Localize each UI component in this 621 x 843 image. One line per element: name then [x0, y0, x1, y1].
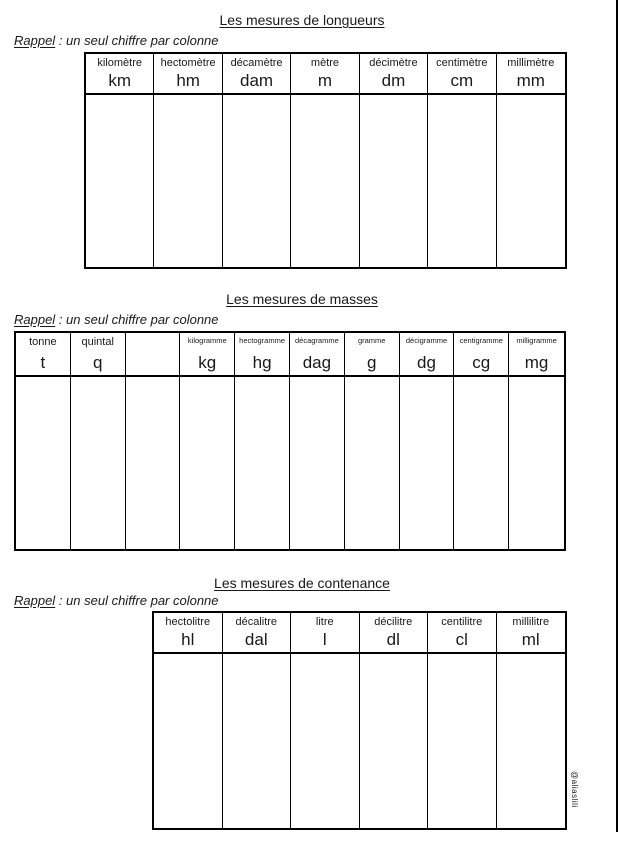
column-header-ml: [497, 613, 566, 652]
unit-name: tonne: [29, 336, 57, 348]
digit-cell: [180, 377, 235, 549]
unit-name: hectogramme: [239, 336, 286, 345]
unit-name: kilomètre: [97, 57, 143, 69]
unit-abbreviation: t: [40, 353, 46, 373]
unit-abbreviation: mg: [524, 353, 549, 373]
unit-abbreviation: ml: [521, 630, 540, 650]
digit-cell: [291, 95, 359, 267]
column-header-m: [291, 54, 359, 93]
unit-name: kilogramme: [187, 336, 227, 345]
unit-name: millimètre: [507, 57, 555, 69]
reminder-masses: [14, 312, 219, 327]
unit-name: décalitre: [235, 616, 278, 628]
digit-cell: [223, 654, 292, 828]
digit-cell: [360, 654, 429, 828]
digit-cell: [154, 95, 222, 267]
author-watermark: @aliaslili: [570, 771, 579, 808]
unit-name: hectomètre: [160, 57, 216, 69]
digit-cell: [454, 377, 509, 549]
digit-cell: [428, 654, 497, 828]
unit-name: millilitre: [512, 616, 550, 628]
column-header-empty: [126, 333, 181, 375]
column-header-hg: [235, 333, 290, 375]
unit-name: mètre: [310, 57, 340, 69]
digit-cell: [235, 377, 290, 549]
unit-name: litre: [315, 616, 334, 628]
unit-abbreviation: cm: [450, 71, 474, 91]
column-header-g: [345, 333, 400, 375]
column-header-l: [291, 613, 360, 652]
unit-abbreviation: mm: [516, 71, 545, 91]
digit-cell: [71, 377, 126, 549]
unit-abbreviation: kg: [198, 353, 217, 373]
table-contenance: [152, 611, 567, 830]
digit-cell: [16, 377, 71, 549]
column-header-dl: [360, 613, 429, 652]
unit-abbreviation: dam: [240, 71, 274, 91]
unit-abbreviation: dal: [244, 630, 268, 650]
reminder-label: Rappel: [14, 33, 56, 48]
unit-name: centimètre: [436, 57, 488, 69]
digit-cell: [497, 654, 566, 828]
digit-cell: [400, 377, 455, 549]
unit-abbreviation: dm: [381, 71, 406, 91]
column-header-dag: [290, 333, 345, 375]
unit-name: décilitre: [374, 616, 413, 628]
digit-cell: [509, 377, 564, 549]
column-header-kg: [180, 333, 235, 375]
column-header-q: [71, 333, 126, 375]
reminder-text: : un seul chiffre par colonne: [55, 33, 219, 48]
digit-cell: [126, 377, 181, 549]
unit-name: quintal: [81, 336, 114, 348]
column-header-dm: [360, 54, 428, 93]
unit-abbreviation: hl: [181, 630, 195, 650]
reminder-text: : un seul chiffre par colonne: [55, 312, 219, 327]
reminder-text: : un seul chiffre par colonne: [55, 593, 219, 608]
unit-abbreviation: dag: [302, 353, 332, 373]
column-header-hm: [154, 54, 222, 93]
column-header-mm: [497, 54, 565, 93]
column-header-dam: [223, 54, 291, 93]
unit-abbreviation: m: [317, 71, 333, 91]
section-title-masses: Les mesures de masses: [226, 291, 378, 307]
unit-name: centilitre: [441, 616, 483, 628]
unit-name: centigramme: [459, 336, 503, 345]
digit-cell: [291, 654, 360, 828]
unit-name: hectolitre: [165, 616, 211, 628]
unit-name: décamètre: [230, 57, 283, 69]
unit-abbreviation: q: [92, 353, 103, 373]
column-header-cm: [428, 54, 496, 93]
unit-abbreviation: km: [108, 71, 132, 91]
column-header-mg: [509, 333, 564, 375]
digit-cell: [360, 95, 428, 267]
column-header-hl: [154, 613, 223, 652]
unit-abbreviation: cg: [472, 353, 491, 373]
column-header-cl: [428, 613, 497, 652]
column-header-cg: [454, 333, 509, 375]
digit-cell: [428, 95, 496, 267]
column-header-t: [16, 333, 71, 375]
unit-abbreviation: dl: [386, 630, 400, 650]
page-edge-line: [616, 0, 618, 832]
column-header-dg: [400, 333, 455, 375]
column-header-km: [86, 54, 154, 93]
unit-abbreviation: g: [366, 353, 377, 373]
unit-abbreviation: cl: [455, 630, 468, 650]
reminder-longueurs: [14, 33, 219, 48]
digit-cell: [223, 95, 291, 267]
reminder-label: Rappel: [14, 593, 56, 608]
column-header-dal: [223, 613, 292, 652]
section-title-longueurs: Les mesures de longueurs: [219, 12, 385, 28]
unit-name: décigramme: [405, 336, 448, 345]
digit-cell: [345, 377, 400, 549]
unit-name: décimètre: [369, 57, 418, 69]
section-title-contenance: Les mesures de contenance: [214, 575, 390, 591]
unit-abbreviation: l: [322, 630, 327, 650]
unit-name: milligramme: [516, 336, 557, 345]
unit-abbreviation: hm: [176, 71, 200, 91]
unit-name: gramme: [357, 336, 386, 345]
unit-abbreviation: hg: [252, 353, 272, 373]
digit-cell: [86, 95, 154, 267]
digit-cell: [497, 95, 565, 267]
table-longueurs: [84, 52, 567, 269]
digit-cell: [290, 377, 345, 549]
digit-cell: [154, 654, 223, 828]
unit-name: décagramme: [295, 336, 339, 345]
table-masses: [14, 331, 566, 551]
unit-abbreviation: dg: [417, 353, 436, 373]
reminder-label: Rappel: [14, 312, 56, 327]
reminder-contenance: [14, 593, 219, 608]
